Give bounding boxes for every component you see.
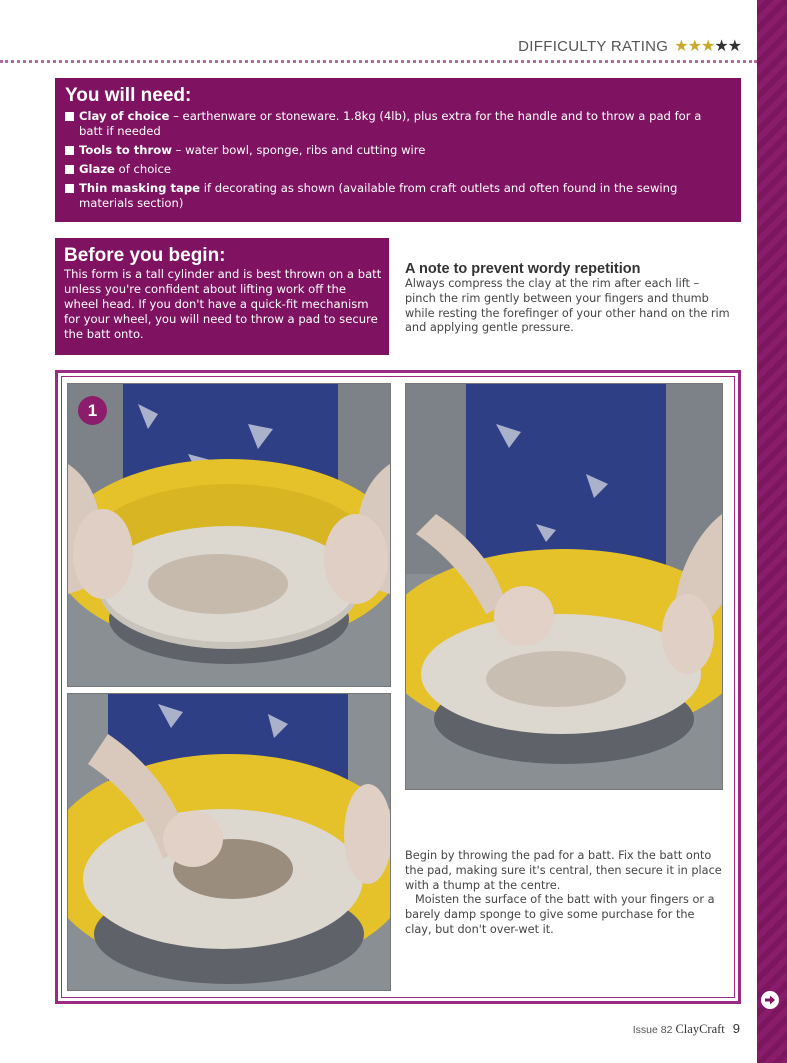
arrow-right-icon [764,994,776,1006]
page-footer [633,1021,740,1037]
item-detail: – water bowl, sponge, ribs and cutting wire [171,143,426,157]
step-number-badge: 1 [78,396,107,425]
note-text: Always compress the clay at the rim after each lift – pinch the rim gently between your fingers and thumb while resting the forefinger of your other hand on the rim and applying gentle pressure. [405,277,730,335]
you-will-need-box [55,78,741,222]
side-strip [757,0,787,1063]
star-rating [674,36,741,56]
page-number: 9 [732,1021,740,1036]
materials-list [65,109,725,215]
before-you-begin-text: This form is a tall cylinder and is best thrown on a batt unless you're confident about lifting work off the wheel head. If you don't have a quick-fit mechanism for your wheel, you will need to throw a pad to secure the batt onto. [64,267,382,341]
list-item [65,109,725,139]
issue-label: Issue 82 [632,1024,673,1036]
stars-empty: ★★ [714,38,741,55]
you-will-need-title: You will need: [65,85,192,106]
item-detail: of choice [114,162,172,176]
step-caption [405,849,723,938]
dotted-divider [0,60,757,63]
stars-filled: ★★★ [674,38,715,55]
step-photo-secure-batt [405,383,723,790]
list-item [65,181,725,211]
before-you-begin-box [55,238,389,355]
list-item [65,162,725,177]
caption-paragraph-1: Begin by throwing the pad for a batt. Fix the batt onto the pad, making sure it's central, then secure it in place with a thump at the centre. [405,849,722,892]
next-page-arrow-icon[interactable] [761,991,779,1009]
item-name: Clay of choice [79,109,170,123]
magazine-brand: ClayCraft [675,1022,725,1036]
difficulty-rating [518,36,741,56]
note-title: A note to prevent wordy repetition [405,261,641,277]
item-name: Thin masking tape [79,181,201,195]
before-you-begin-title: Before you begin: [64,245,226,266]
item-name: Glaze [79,162,115,176]
item-detail: – earthenware or stoneware. 1.8kg (4lb), plus extra for the handle and to throw a pad for a batt if needed [79,109,702,138]
caption-paragraph-2: Moisten the surface of the batt with your fingers or a barely damp sponge to give some purchase for the clay, but don't over-wet it. [405,893,715,936]
item-name: Tools to throw [79,143,172,157]
step-photo-moisten-batt [67,693,391,991]
difficulty-label: DIFFICULTY RATING [518,38,669,55]
step-photo-place-batt [67,383,391,687]
item-detail: if decorating as shown (available from craft outlets and often found in the sewing materials section) [79,181,678,210]
list-item [65,143,725,158]
